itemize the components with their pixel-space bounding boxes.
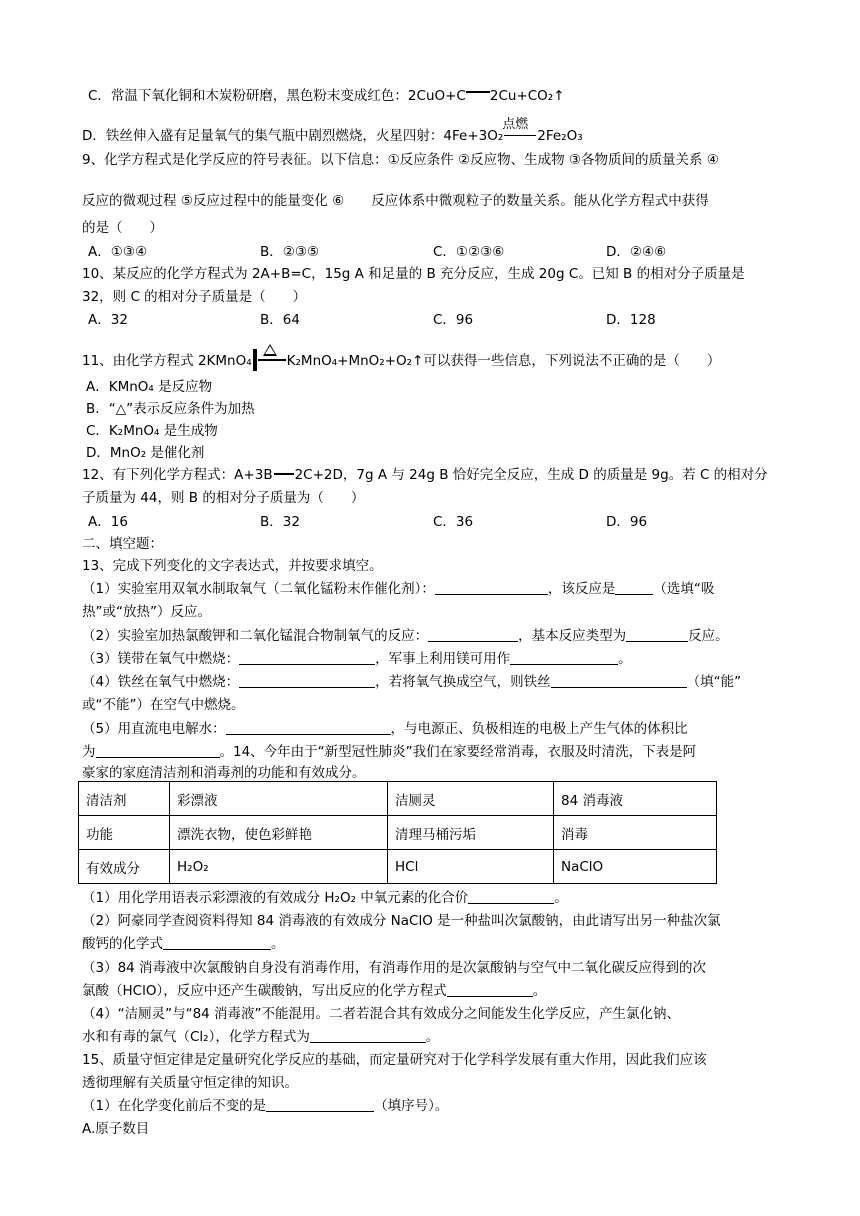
q8-option-d <box>82 117 583 146</box>
table-cell: 漂洗衣物，使色彩鲜艳 <box>170 816 388 850</box>
q12-option-d[interactable]: D．96 <box>606 514 648 530</box>
q15-s1-b: （填序号）。 <box>374 1098 449 1114</box>
equation-bar <box>253 349 257 371</box>
q14-s1-b: 。 <box>554 890 568 906</box>
q8-d-text: D．铁丝伸入盛有足量氧气的集气瓶中剧烈燃烧，火星四射：4Fe+3O₂ <box>82 128 504 144</box>
table-row <box>79 850 717 884</box>
q12-option-c[interactable]: C．36 <box>433 514 474 530</box>
q14-part2-cont <box>82 934 285 954</box>
table-cell: 清洁剂 <box>79 782 170 816</box>
q11-option-b[interactable]: B．“△”表示反应条件为加热 <box>86 401 255 417</box>
answer-blank[interactable] <box>626 627 688 642</box>
q15-part1 <box>82 1096 448 1116</box>
q15-line2: 透彻理解有关质量守恒定律的知识。 <box>82 1075 298 1091</box>
q9-option-d[interactable]: D．②④⑥ <box>606 244 667 260</box>
q13-p4-c: （填“能” <box>686 674 742 690</box>
q13-p5-d: 。14、今年由于“新型冠性肺炎”我们在家要经常消毒，衣服及时清洗，下表是阿 <box>219 744 697 760</box>
q10-line1: 10、某反应的化学方程式为 2A+B=C，15g A 和足量的 B 充分反应，生成 20g C。已知 B 的相对分子质量是 <box>82 266 745 282</box>
table-cell: 功能 <box>79 816 170 850</box>
equation-heat-arrow <box>258 359 286 361</box>
q13-p5-b: ，与电源正、负极相连的电极上产生气体的体积比 <box>390 721 688 737</box>
q9-line2: 反应的微观过程 ⑤反应过程中的能量变化 ⑥ 反应体系中微观粒子的数量关系。能从化学方程式中获得 <box>82 193 709 209</box>
answer-blank[interactable] <box>226 720 391 735</box>
q9-line3: 的是（ ） <box>82 220 163 236</box>
equation-double-line <box>466 91 490 96</box>
q9-line1: 9、化学方程式是化学反应的符号表征。以下信息：①反应条件 ②反应物、生成物 ③各物质间的质量关系 ④ <box>82 152 719 168</box>
q10-option-a[interactable]: A．32 <box>88 312 128 328</box>
q13-title: 13、完成下列变化的文字表达式，并按要求填空。 <box>82 558 383 574</box>
q12-option-b[interactable]: B．32 <box>260 514 300 530</box>
answer-blank[interactable] <box>447 982 533 997</box>
q13-p5-a: （5）用直流电电解水： <box>82 721 226 737</box>
q15-option-a[interactable]: A.原子数目 <box>82 1121 150 1137</box>
q13-p5-c: 为 <box>82 744 96 760</box>
q11-option-a[interactable]: A．KMnO₄ 是反应物 <box>86 379 213 395</box>
q12-line1-a: 12、有下列化学方程式：A+3B <box>82 467 273 483</box>
q14-part4: （4）“洁厕灵”与“84 消毒液”不能混用。二者若混合其有效成分之间能发生化学反应，产生氯化钠、 <box>82 1006 681 1022</box>
q14-s3-b: 氯酸（HClO），反应中还产生碳酸钠，写出反应的化学方程式 <box>82 983 447 999</box>
heat-triangle-icon <box>263 344 277 356</box>
q11-option-c[interactable]: C．K₂MnO₄ 是生成物 <box>86 423 218 439</box>
q13-p1-c: （选填“吸 <box>653 581 715 597</box>
q12-line2: 子质量为 44，则 B 的相对分子质量为（ ） <box>82 490 365 506</box>
answer-blank[interactable] <box>239 650 375 665</box>
q13-part5-cont <box>82 742 696 762</box>
q13-p4-a: （4）铁丝在氧气中燃烧： <box>82 674 240 690</box>
q14-part4-cont <box>82 1027 439 1047</box>
q13-p3-a: （3）镁带在氧气中燃烧： <box>82 651 240 667</box>
q13-part3 <box>82 649 632 669</box>
q10-option-b[interactable]: B．64 <box>260 312 300 328</box>
table-cell: 消毒 <box>554 816 717 850</box>
section-heading: 二、填空题： <box>82 536 163 552</box>
q12-line1-b: 2C+2D，7g A 与 24g B 恰好完全反应，生成 D 的质量是 9g。若 C 的相对分 <box>294 467 768 483</box>
answer-blank[interactable] <box>310 1028 426 1043</box>
equation-arrow <box>502 117 536 136</box>
q12-line1 <box>82 465 768 485</box>
q14-part3: （3）84 消毒液中次氯酸钠自身没有消毒作用，有消毒作用的是次氯酸钠与空气中二氧化碳反应得到的次 <box>82 960 707 976</box>
equation-line <box>274 473 294 475</box>
answer-blank[interactable] <box>468 889 554 904</box>
q14-s1-a: （1）用化学用语表示彩漂液的有效成分 H₂O₂ 中氧元素的化合价 <box>82 890 469 906</box>
q9-option-b[interactable]: B．②③⑤ <box>260 244 320 260</box>
answer-blank[interactable] <box>163 935 271 950</box>
table-cell: 清理马桶污垢 <box>388 816 554 850</box>
q14-s2-b: 酸钙的化学式 <box>82 936 163 952</box>
q10-option-d[interactable]: D．128 <box>606 312 656 328</box>
q11-stem-b: K₂MnO₄+MnO₂+O₂↑可以获得一些信息，下列说法不正确的是（ ） <box>286 353 721 369</box>
q13-p1-b: ，该反应是 <box>547 581 616 597</box>
answer-blank[interactable] <box>96 743 220 758</box>
q13-p2-c: 反应。 <box>688 628 729 644</box>
q8-d-products: 2Fe₂O₃ <box>537 128 583 144</box>
answer-blank[interactable] <box>551 673 687 688</box>
q13-part4-cont: 或“不能”）在空气中燃烧。 <box>82 697 245 713</box>
q13-p2-a: （2）实验室加热氯酸钾和二氧化锰混合物制氧气的反应： <box>82 628 429 644</box>
q10-option-c[interactable]: C．96 <box>433 312 474 328</box>
table-cell: 有效成分 <box>79 850 170 884</box>
table-row <box>79 782 717 816</box>
q10-line2: 32，则 C 的相对分子质量是（ ） <box>82 289 307 305</box>
answer-blank[interactable] <box>615 580 653 595</box>
table-cell: 84 消毒液 <box>554 782 717 816</box>
table-cell: H₂O₂ <box>170 850 388 884</box>
cleaner-table <box>78 781 717 884</box>
table-row <box>79 816 717 850</box>
q14-part1 <box>82 888 568 908</box>
answer-blank[interactable] <box>435 580 548 595</box>
q13-part1 <box>82 579 714 599</box>
q13-p3-b: ，军事上利用镁可用作 <box>375 651 511 667</box>
q13-part4 <box>82 672 741 692</box>
q13-p1-a: （1）实验室用双氧水制取氧气（二氧化锰粉末作催化剂）： <box>82 581 435 597</box>
q13-part2 <box>82 626 729 646</box>
q11-option-d[interactable]: D．MnO₂ 是催化剂 <box>86 445 205 461</box>
answer-blank[interactable] <box>428 627 518 642</box>
q14-part3-cont <box>82 981 546 1001</box>
q11-stem-a: 11、由化学方程式 2KMnO₄ <box>82 353 252 369</box>
q13-p4-b: ，若将氧气换成空气，则铁丝 <box>375 674 551 690</box>
q14-s4-b: 水和有毒的氯气（Cl₂），化学方程式为 <box>82 1029 310 1045</box>
table-cell: 洁厕灵 <box>388 782 554 816</box>
answer-blank[interactable] <box>510 650 618 665</box>
q14-part2: （2）阿豪同学查阅资料得知 84 消毒液的有效成分 NaClO 是一种盐叫次氯酸钠，由此请写出另一种盐次氯 <box>82 913 721 929</box>
q8-option-c <box>88 86 565 106</box>
q15-line1: 15、质量守恒定律是定量研究化学反应的基础，而定量研究对于化学科学发展有重大作用，因此我们应该 <box>82 1052 707 1068</box>
answer-blank[interactable] <box>266 1097 374 1112</box>
q13-p3-c: 。 <box>618 651 632 667</box>
q14-s3-c: 。 <box>532 983 547 999</box>
q9-option-a[interactable]: A．①③④ <box>88 244 148 260</box>
q13-p2-b: ，基本反应类型为 <box>518 628 627 644</box>
q8-c-text: C．常温下氧化铜和木炭粉研磨，黑色粉末变成红色：2CuO+C <box>88 88 466 104</box>
answer-blank[interactable] <box>239 673 375 688</box>
q14-intro: 豪家的家庭清洁剂和消毒剂的功能和有效成分。 <box>82 765 366 781</box>
q12-option-a[interactable]: A．16 <box>88 514 128 530</box>
table-cell: NaClO <box>554 850 717 884</box>
q8-c-products: 2Cu+CO₂↑ <box>489 88 565 104</box>
q9-option-c[interactable]: C．①②③⑥ <box>433 244 505 260</box>
q13-part5 <box>82 719 688 739</box>
q14-s4-c: 。 <box>425 1029 440 1045</box>
q11-stem <box>82 349 720 371</box>
table-cell: 彩漂液 <box>170 782 388 816</box>
q13-part1-cont: 热”或“放热”）反应。 <box>82 604 211 620</box>
reaction-condition: 点燃 <box>502 117 529 132</box>
q14-s2-c: 。 <box>271 936 285 952</box>
table-cell: HCl <box>388 850 554 884</box>
q15-s1-a: （1）在化学变化前后不变的是 <box>82 1098 267 1114</box>
